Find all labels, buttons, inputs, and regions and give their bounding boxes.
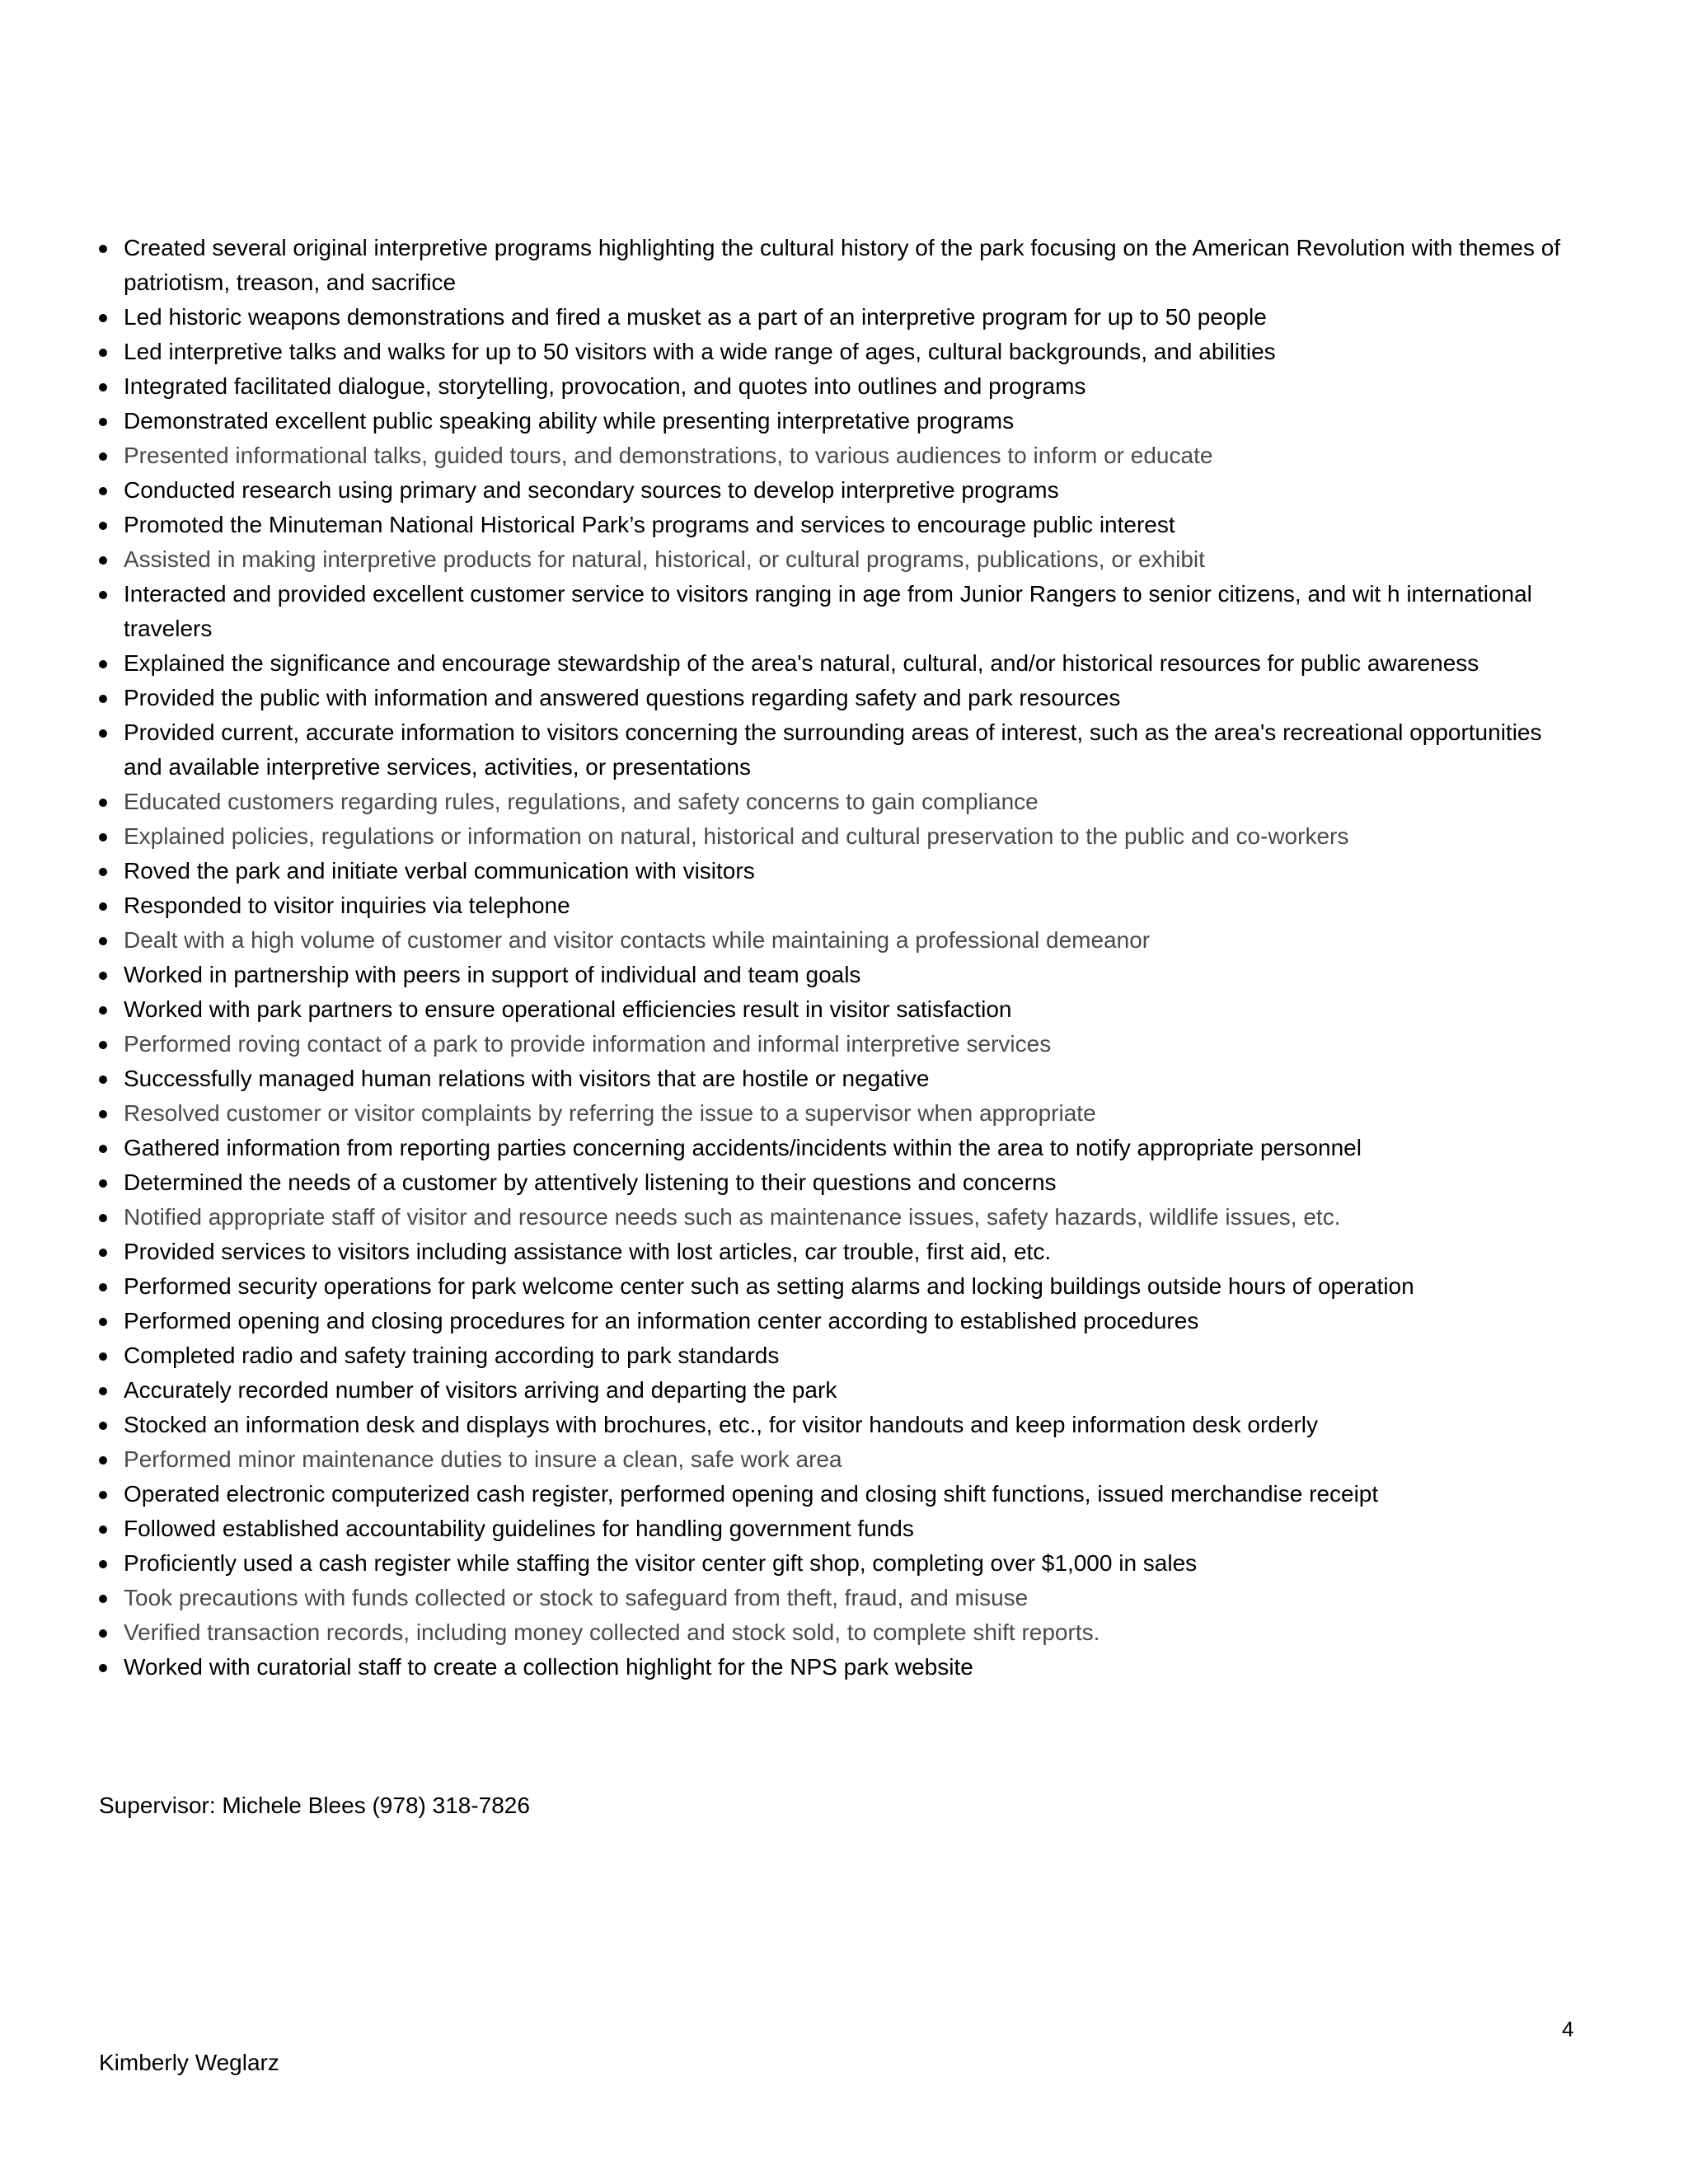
- list-item-text: Gathered information from reporting parties concerning accidents/incidents within the area to notify appropriate personnel: [124, 1135, 1362, 1160]
- list-item: [99, 1373, 1566, 1408]
- list-item: [99, 438, 1566, 473]
- bullet-icon: [99, 729, 107, 738]
- list-item-text: Dealt with a high volume of customer and visitor contacts while maintaining a professional demeanor: [124, 927, 1151, 953]
- list-item: [99, 715, 1566, 785]
- list-item: [99, 1096, 1566, 1131]
- list-item-text: Led historic weapons demonstrations and fired a musket as a part of an interpretive program for up to 50 people: [124, 304, 1267, 330]
- list-item: [99, 1235, 1566, 1269]
- list-item: [99, 888, 1566, 923]
- list-item: [99, 1200, 1566, 1235]
- bullet-icon: [99, 1214, 107, 1222]
- bullet-icon: [99, 1629, 107, 1638]
- duties-list: [99, 231, 1566, 1685]
- bullet-icon: [99, 1560, 107, 1568]
- list-item: [99, 1062, 1566, 1096]
- list-item-text: Stocked an information desk and displays with brochures, etc., for visitor handouts and keep information desk orderly: [124, 1412, 1318, 1437]
- list-item-text: Verified transaction records, including money collected and stock sold, to complete shift reports.: [124, 1619, 1100, 1645]
- list-item: [99, 819, 1566, 854]
- list-item-text: Assisted in making interpretive products for natural, historical, or cultural programs, publications, or exhibit: [124, 546, 1205, 572]
- list-item-text: Proficiently used a cash register while staffing the visitor center gift shop, completing over $1,000 in sales: [124, 1550, 1198, 1576]
- list-item: [99, 1304, 1566, 1338]
- list-item-text: Completed radio and safety training according to park standards: [124, 1343, 780, 1368]
- list-item: [99, 577, 1566, 646]
- bullet-icon: [99, 1422, 107, 1430]
- list-item: [99, 1477, 1566, 1511]
- bullet-icon: [99, 937, 107, 945]
- list-item: [99, 923, 1566, 958]
- list-item: [99, 1546, 1566, 1581]
- list-item: [99, 508, 1566, 542]
- list-item-text: Took precautions with funds collected or stock to safeguard from theft, fraud, and misuse: [124, 1585, 1029, 1610]
- list-item-text: Conducted research using primary and secondary sources to develop interpretive programs: [124, 477, 1059, 503]
- list-item-text: Performed security operations for park welcome center such as setting alarms and locking buildings outside hours of operation: [124, 1273, 1414, 1299]
- list-item-text: Promoted the Minuteman National Historical Park’s programs and services to encourage public interest: [124, 512, 1175, 537]
- supervisor-contact: Supervisor: Michele Blees (978) 318-7826: [99, 1793, 530, 1818]
- bullet-icon: [99, 1076, 107, 1084]
- bullet-icon: [99, 833, 107, 841]
- bullet-icon: [99, 902, 107, 911]
- list-item: [99, 1131, 1566, 1165]
- bullet-icon: [99, 383, 107, 391]
- bullet-icon: [99, 487, 107, 495]
- list-item-text: Educated customers regarding rules, regulations, and safety concerns to gain compliance: [124, 789, 1039, 814]
- bullet-icon: [99, 349, 107, 357]
- list-item-text: Resolved customer or visitor complaints by referring the issue to a supervisor when appropriate: [124, 1100, 1096, 1126]
- list-item-text: Provided services to visitors including assistance with lost articles, car trouble, first aid, etc.: [124, 1239, 1052, 1264]
- bullet-icon: [99, 1179, 107, 1188]
- bullet-icon: [99, 522, 107, 530]
- list-item: [99, 1027, 1566, 1062]
- list-item: [99, 1269, 1566, 1304]
- list-item: [99, 473, 1566, 508]
- bullet-icon: [99, 556, 107, 565]
- list-item-text: Integrated facilitated dialogue, storytelling, provocation, and quotes into outlines and programs: [124, 373, 1086, 399]
- list-item-text: Accurately recorded number of visitors arriving and departing the park: [124, 1377, 837, 1403]
- list-item-text: Performed minor maintenance duties to insure a clean, safe work area: [124, 1446, 842, 1472]
- list-item-text: Provided the public with information and answered questions regarding safety and park resources: [124, 685, 1121, 710]
- bullet-icon: [99, 1283, 107, 1291]
- list-item: [99, 785, 1566, 819]
- bullet-icon: [99, 972, 107, 980]
- list-item-text: Operated electronic computerized cash register, performed opening and closing shift functions, issued merchandise receipt: [124, 1481, 1379, 1507]
- bullet-icon: [99, 695, 107, 703]
- list-item-text: Determined the needs of a customer by attentively listening to their questions and concerns: [124, 1169, 1057, 1195]
- list-item-text: Responded to visitor inquiries via telephone: [124, 893, 570, 918]
- list-item: [99, 1650, 1566, 1685]
- list-item-text: Led interpretive talks and walks for up to 50 visitors with a wide range of ages, cultural backgrounds, and abilities: [124, 339, 1276, 364]
- bullet-icon: [99, 1249, 107, 1257]
- list-item: [99, 335, 1566, 369]
- list-item: [99, 1338, 1566, 1373]
- bullet-icon: [99, 245, 107, 253]
- bullet-icon: [99, 418, 107, 426]
- bullet-icon: [99, 799, 107, 807]
- bullet-icon: [99, 1006, 107, 1015]
- list-item-text: Worked with curatorial staff to create a collection highlight for the NPS park website: [124, 1654, 973, 1680]
- bullet-icon: [99, 1110, 107, 1118]
- list-item-text: Successfully managed human relations with visitors that are hostile or negative: [124, 1066, 930, 1091]
- list-item: [99, 958, 1566, 992]
- bullet-icon: [99, 1491, 107, 1499]
- list-item-text: Explained policies, regulations or information on natural, historical and cultural preservation to the public and co-workers: [124, 823, 1349, 849]
- list-item: [99, 1442, 1566, 1477]
- list-item-text: Presented informational talks, guided tours, and demonstrations, to various audiences to inform or educate: [124, 443, 1213, 468]
- list-item: [99, 854, 1566, 888]
- list-item-text: Worked with park partners to ensure operational efficiencies result in visitor satisfaction: [124, 996, 1012, 1022]
- bullet-icon: [99, 1352, 107, 1361]
- list-item-text: Interacted and provided excellent customer service to visitors ranging in age from Junior Rangers to senior citizens, and wit h international travelers: [124, 581, 1532, 641]
- list-item: [99, 646, 1566, 681]
- list-item-text: Performed roving contact of a park to provide information and informal interpretive services: [124, 1031, 1052, 1057]
- list-item-text: Created several original interpretive programs highlighting the cultural history of the park focusing on the American Revolution with themes of patriotism, treason, and sacrifice: [124, 235, 1561, 295]
- bullet-icon: [99, 1456, 107, 1465]
- list-item-text: Worked in partnership with peers in support of individual and team goals: [124, 962, 861, 987]
- footer-name: Kimberly Weglarz: [99, 2050, 279, 2075]
- list-item: [99, 231, 1566, 300]
- bullet-icon: [99, 1318, 107, 1326]
- list-item-text: Notified appropriate staff of visitor and resource needs such as maintenance issues, safety hazards, wildlife issues, etc.: [124, 1204, 1341, 1230]
- list-item: [99, 300, 1566, 335]
- list-item: [99, 1408, 1566, 1442]
- list-item-text: Explained the significance and encourage stewardship of the area's natural, cultural, and/or historical resources for public awareness: [124, 650, 1479, 676]
- bullet-icon: [99, 1595, 107, 1603]
- bullet-icon: [99, 1526, 107, 1534]
- list-item-text: Demonstrated excellent public speaking ability while presenting interpretative programs: [124, 408, 1015, 434]
- bullet-icon: [99, 1041, 107, 1049]
- list-item-text: Performed opening and closing procedures for an information center according to established procedures: [124, 1308, 1199, 1333]
- bullet-icon: [99, 1664, 107, 1672]
- list-item: [99, 681, 1566, 715]
- list-item: [99, 992, 1566, 1027]
- page-number: 4: [1562, 2017, 1574, 2041]
- list-item: [99, 404, 1566, 438]
- list-item: [99, 542, 1566, 577]
- list-item-text: Followed established accountability guidelines for handling government funds: [124, 1516, 914, 1541]
- bullet-icon: [99, 314, 107, 322]
- bullet-icon: [99, 1145, 107, 1153]
- list-item: [99, 1511, 1566, 1546]
- bullet-icon: [99, 868, 107, 876]
- bullet-icon: [99, 452, 107, 461]
- bullet-icon: [99, 660, 107, 668]
- list-item: [99, 369, 1566, 404]
- list-item: [99, 1581, 1566, 1615]
- list-item: [99, 1615, 1566, 1650]
- bullet-icon: [99, 591, 107, 599]
- list-item: [99, 1165, 1566, 1200]
- list-item-text: Roved the park and initiate verbal communication with visitors: [124, 858, 755, 883]
- bullet-icon: [99, 1387, 107, 1395]
- list-item-text: Provided current, accurate information to visitors concerning the surrounding areas of interest, such as the area's recreational opportunities and available interpretive services, activities, or presentations: [124, 719, 1542, 780]
